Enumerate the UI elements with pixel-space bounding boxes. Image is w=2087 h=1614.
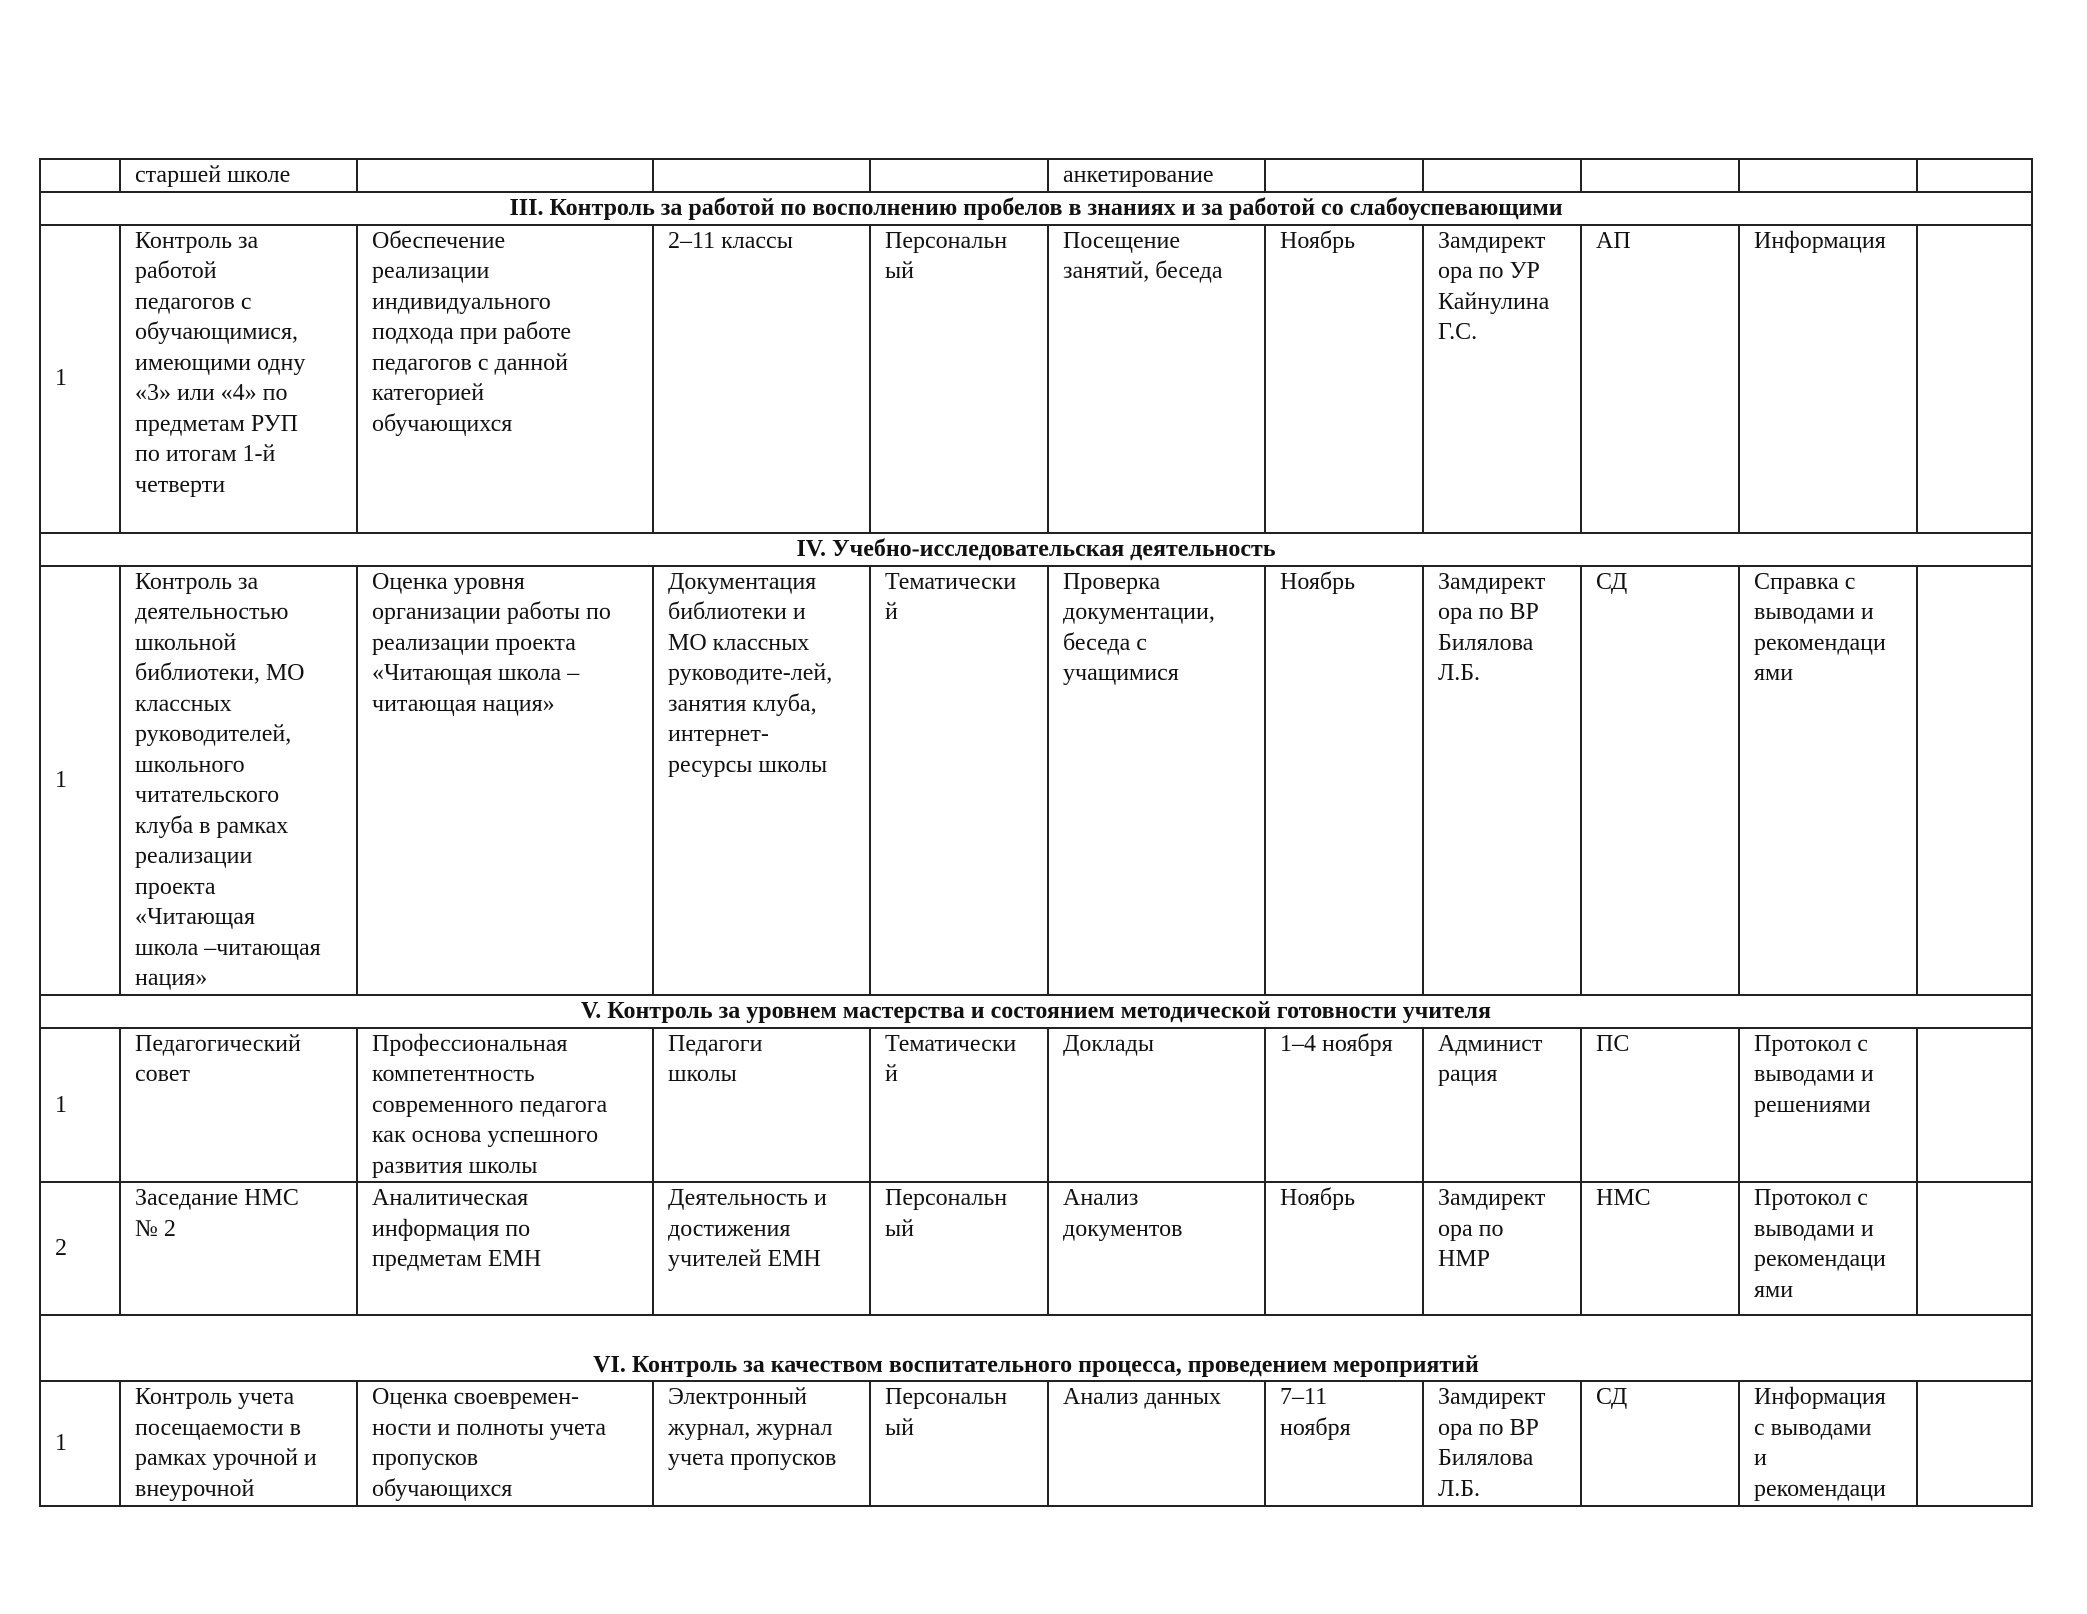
row-number-cell: 1 <box>40 566 120 995</box>
cell-text: Замдирект ора по НМР <box>1438 1185 1546 1272</box>
type-cell <box>870 566 1048 995</box>
purpose-cell <box>357 225 653 533</box>
object-cell <box>653 1381 870 1506</box>
purpose-cell <box>357 566 653 995</box>
cell-text: Админист рация <box>1438 1030 1543 1087</box>
date-cell <box>1265 1182 1423 1315</box>
result-cell <box>1739 225 1917 533</box>
row-number-cell: 1 <box>40 1028 120 1183</box>
section-title: V. Контроль за уровнем мастерства и состоянием методической готовности учителя <box>40 995 2032 1028</box>
object-cell <box>653 1182 870 1315</box>
cell-text: Справка с выводами и рекомендаци ями <box>1754 568 1886 686</box>
cell-text: ПС <box>1596 1030 1630 1057</box>
type-cell <box>870 225 1048 533</box>
object-cell <box>653 566 870 995</box>
note-cell <box>1917 566 2032 995</box>
cell-text: АП <box>1596 227 1631 254</box>
table-row <box>40 566 2032 995</box>
note-cell <box>1917 159 2032 192</box>
note-cell <box>1917 1028 2032 1183</box>
row-number-cell: 1 <box>40 225 120 533</box>
object-cell <box>653 159 870 192</box>
review-cell <box>1581 225 1739 533</box>
object-cell <box>653 225 870 533</box>
cell-text: Ноябрь <box>1280 227 1356 254</box>
review-cell <box>1581 1182 1739 1315</box>
subject-cell <box>120 225 357 533</box>
section-title: III. Контроль за работой по восполнению пробелов в знаниях и за работой со слабоуспевающими <box>40 192 2032 225</box>
cell-text: Информация с выводами и рекомендаци <box>1754 1384 1886 1502</box>
cell-text: Оценка своевремен- ности и полноты учета пропусков обучающихся <box>372 1384 607 1502</box>
subject-cell <box>120 566 357 995</box>
date-cell <box>1265 1381 1423 1506</box>
review-cell <box>1581 1381 1739 1506</box>
section-header-row <box>40 192 2032 225</box>
purpose-cell <box>357 1381 653 1506</box>
method-cell <box>1048 1381 1265 1506</box>
cell-text: Контроль учета посещаемости в рамках урочной и внеурочной <box>135 1384 317 1502</box>
cell-text: Электронный журнал, журнал учета пропусков <box>668 1384 837 1471</box>
table-row <box>40 1028 2032 1183</box>
subject-cell <box>120 1182 357 1315</box>
object-cell <box>653 1028 870 1183</box>
cell-text: Аналитическая информация по предметам ЕМН <box>372 1185 542 1272</box>
cell-text: Педагоги школы <box>668 1030 763 1087</box>
cell-text: Персональн ый <box>885 227 1008 284</box>
responsible-cell <box>1423 225 1581 533</box>
subject-cell <box>120 159 357 192</box>
responsible-cell <box>1423 1028 1581 1183</box>
method-cell <box>1048 1028 1265 1183</box>
cell-text: Контроль за деятельностью школьной библиотеки, МО классных руководителей, школьного читательского клуба в рамках реализации проекта «Читающая школа –читающая нация» <box>135 568 321 991</box>
responsible-cell <box>1423 1182 1581 1315</box>
note-cell <box>1917 1182 2032 1315</box>
cell-text: Ноябрь <box>1280 1185 1356 1211</box>
subject-cell <box>120 1381 357 1506</box>
note-cell <box>1917 225 2032 533</box>
result-cell <box>1739 1381 1917 1506</box>
cell-text: Контроль за работой педагогов с обучающимися, имеющими одну «3» или «4» по предметам РУП по итогам 1-й четверти <box>135 227 306 498</box>
cell-text: Ноябрь <box>1280 568 1356 595</box>
cell-text: Профессиональная компетентность современного педагога как основа успешного развития школы <box>372 1030 608 1179</box>
result-cell <box>1739 1028 1917 1183</box>
method-cell <box>1048 566 1265 995</box>
review-cell <box>1581 159 1739 192</box>
cell-text: старшей школе <box>135 162 291 188</box>
type-cell <box>870 159 1048 192</box>
review-cell <box>1581 1028 1739 1183</box>
responsible-cell <box>1423 159 1581 192</box>
table-row <box>40 225 2032 533</box>
table-row <box>40 1182 2032 1315</box>
responsible-cell <box>1423 1381 1581 1506</box>
purpose-cell <box>357 1028 653 1183</box>
table-row <box>40 159 2032 192</box>
date-cell <box>1265 225 1423 533</box>
cell-text: СД <box>1596 568 1628 595</box>
section-header-row <box>40 995 2032 1028</box>
date-cell <box>1265 159 1423 192</box>
type-cell <box>870 1182 1048 1315</box>
cell-text: Протокол с выводами и рекомендаци ями <box>1754 1185 1886 1303</box>
type-cell <box>870 1028 1048 1183</box>
date-cell <box>1265 566 1423 995</box>
cell-text: Замдирект ора по ВР Билялова Л.Б. <box>1438 1384 1546 1502</box>
cell-text: Педагогический совет <box>135 1030 301 1087</box>
section-header-row <box>40 1315 2032 1381</box>
section-title: IV. Учебно-исследовательская деятельность <box>40 533 2032 566</box>
section-header-row <box>40 533 2032 566</box>
row-number-cell <box>40 159 120 192</box>
table-row <box>40 1381 2032 1506</box>
cell-text: 2–11 классы <box>668 227 793 254</box>
cell-text: Доклады <box>1063 1030 1154 1057</box>
control-plan-table <box>39 158 2033 1507</box>
cell-text: 7–11 ноября <box>1280 1384 1351 1441</box>
cell-text: Анализ данных <box>1063 1384 1222 1410</box>
method-cell <box>1048 159 1265 192</box>
cell-text: 1–4 ноября <box>1280 1030 1393 1057</box>
cell-text: Протокол с выводами и решениями <box>1754 1030 1874 1118</box>
cell-text: Посещение занятий, беседа <box>1063 227 1223 284</box>
row-number-cell: 1 <box>40 1381 120 1506</box>
date-cell <box>1265 1028 1423 1183</box>
cell-text: Персональн ый <box>885 1185 1008 1242</box>
responsible-cell <box>1423 566 1581 995</box>
method-cell <box>1048 1182 1265 1315</box>
purpose-cell <box>357 159 653 192</box>
cell-text: СД <box>1596 1384 1628 1410</box>
cell-text: анкетирование <box>1063 162 1214 188</box>
cell-text: Заседание НМС № 2 <box>135 1185 299 1242</box>
result-cell <box>1739 566 1917 995</box>
cell-text: Тематически й <box>885 568 1017 625</box>
row-number-cell: 2 <box>40 1182 120 1315</box>
cell-text: Тематически й <box>885 1030 1017 1087</box>
cell-text: Замдирект ора по ВР Билялова Л.Б. <box>1438 568 1546 686</box>
result-cell <box>1739 1182 1917 1315</box>
method-cell <box>1048 225 1265 533</box>
cell-text: Анализ документов <box>1063 1185 1183 1242</box>
cell-text: Замдирект ора по УР Кайнулина Г.С. <box>1438 227 1550 345</box>
cell-text: НМС <box>1596 1185 1651 1211</box>
cell-text: Проверка документации, беседа с учащимися <box>1063 568 1215 686</box>
cell-text: Обеспечение реализации индивидуального подхода при работе педагогов с данной категорией обучающихся <box>372 227 571 437</box>
cell-text: Оценка уровня организации работы по реализации проекта «Читающая школа – читающая нация» <box>372 568 611 717</box>
cell-text: Деятельность и достижения учителей ЕМН <box>668 1185 827 1272</box>
purpose-cell <box>357 1182 653 1315</box>
cell-text: Персональн ый <box>885 1384 1008 1441</box>
cell-text: Документация библиотеки и МО классных руководите-лей, занятия клуба, интернет- ресурсы школы <box>668 568 833 778</box>
note-cell <box>1917 1381 2032 1506</box>
cell-text: Информация <box>1754 227 1886 254</box>
result-cell <box>1739 159 1917 192</box>
type-cell <box>870 1381 1048 1506</box>
section-title: VI. Контроль за качеством воспитательного процесса, проведением мероприятий <box>40 1315 2032 1381</box>
subject-cell <box>120 1028 357 1183</box>
review-cell <box>1581 566 1739 995</box>
